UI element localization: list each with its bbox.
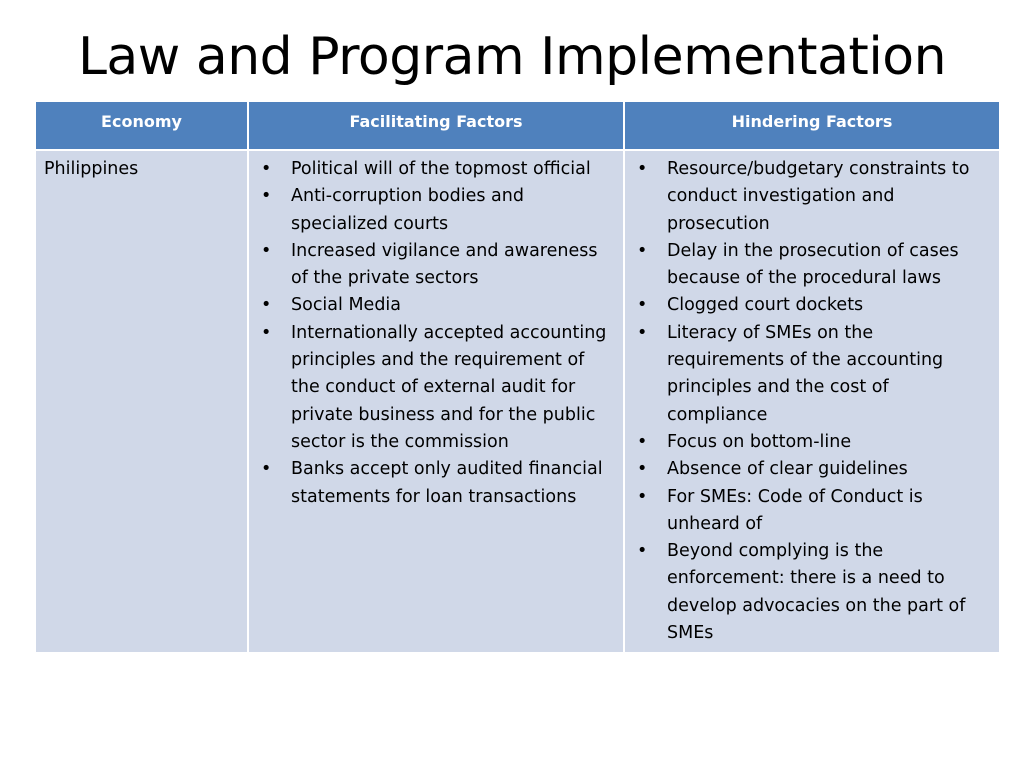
- table-row: [35, 150, 1000, 653]
- list-item: [257, 183, 615, 238]
- bullet-icon: •: [637, 240, 648, 261]
- list-item-text: Delay in the prosecution of cases because of the procedural laws: [667, 240, 959, 289]
- list-item-text: Internationally accepted accounting principles and the requirement of the conduct of external audit for private business and for the public sector is the commission: [291, 322, 607, 452]
- header-hindering-factors: Hindering Factors: [624, 101, 1000, 150]
- hindering-cell: [624, 150, 1000, 653]
- facilitating-list: [257, 156, 615, 511]
- list-item-text: Focus on bottom-line: [667, 431, 852, 452]
- table-header: [35, 101, 1000, 150]
- list-item-text: Absence of clear guidelines: [667, 459, 908, 480]
- bullet-icon: •: [261, 240, 272, 261]
- bullet-icon: •: [261, 459, 272, 480]
- facilitating-cell: [248, 150, 624, 653]
- list-item: [257, 156, 615, 183]
- list-item: [633, 320, 991, 429]
- slide-title: Law and Program Implementation: [77, 27, 947, 87]
- factors-table: [34, 100, 1001, 654]
- bullet-icon: •: [261, 159, 272, 179]
- list-item: [633, 538, 991, 647]
- header-economy: Economy: [35, 101, 248, 150]
- bullet-icon: •: [637, 322, 648, 343]
- list-item: [633, 429, 991, 456]
- list-item: [633, 456, 991, 483]
- economy-cell: Philippines: [35, 150, 248, 653]
- list-item-text: Anti-corruption bodies and specialized courts: [291, 186, 524, 234]
- bullet-icon: •: [637, 459, 648, 480]
- list-item: [257, 320, 615, 456]
- list-item: [257, 292, 615, 319]
- list-item-text: Literacy of SMEs on the requirements of the accounting principles and the cost of compliance: [667, 322, 944, 425]
- list-item: [257, 456, 615, 511]
- bullet-icon: •: [637, 159, 648, 179]
- list-item-text: For SMEs: Code of Conduct is unheard of: [667, 486, 923, 534]
- list-item: [633, 156, 991, 238]
- bullet-icon: •: [261, 322, 272, 343]
- list-item-text: Increased vigilance and awareness of the private sectors: [291, 240, 598, 289]
- list-item-text: Clogged court dockets: [667, 295, 864, 316]
- bullet-icon: •: [637, 541, 648, 562]
- list-item: [633, 484, 991, 539]
- list-item: [633, 292, 991, 319]
- list-item-text: Banks accept only audited financial statements for loan transactions: [291, 459, 603, 507]
- bullet-icon: •: [637, 431, 648, 452]
- header-facilitating-factors: Facilitating Factors: [248, 101, 624, 150]
- list-item: [633, 238, 991, 293]
- hindering-list: [633, 156, 991, 647]
- bullet-icon: •: [637, 486, 648, 507]
- list-item-text: Beyond complying is the enforcement: there is a need to develop advocacies on the part of SMEs: [667, 541, 966, 644]
- list-item-text: Social Media: [291, 295, 402, 316]
- list-item: [257, 238, 615, 293]
- list-item-text: Resource/budgetary constraints to conduct investigation and prosecution: [667, 159, 970, 234]
- bullet-icon: •: [637, 295, 648, 316]
- list-item-text: Political will of the topmost official: [291, 159, 591, 179]
- bullet-icon: •: [261, 186, 272, 207]
- bullet-icon: •: [261, 295, 272, 316]
